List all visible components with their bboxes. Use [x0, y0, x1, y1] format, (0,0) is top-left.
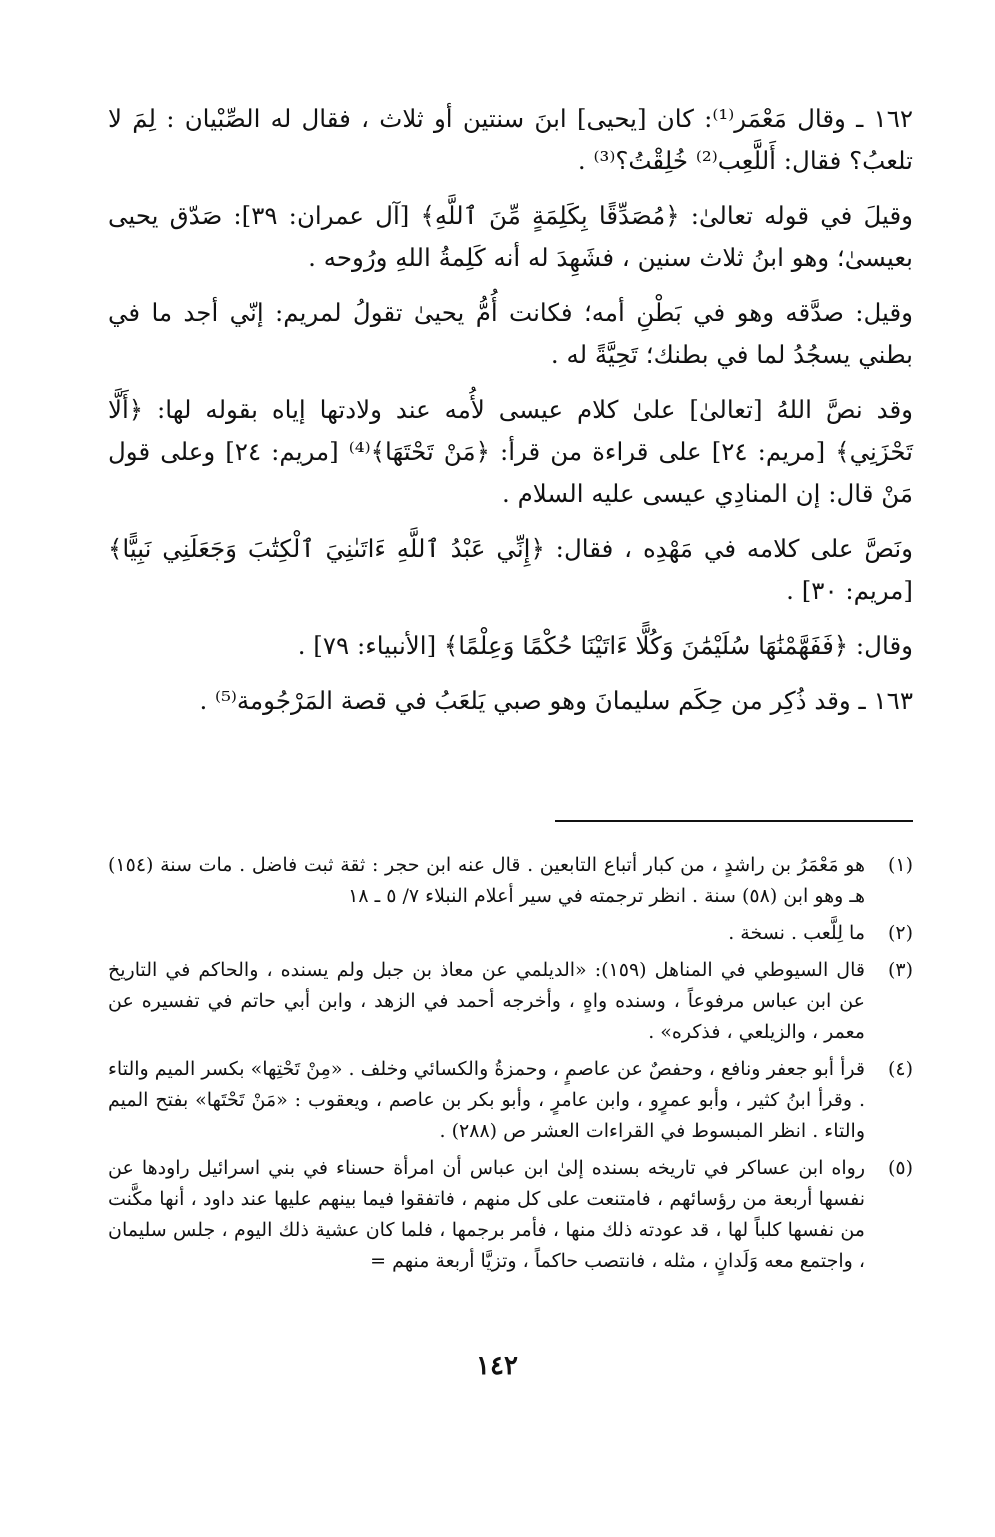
footnote-text: قرأ أبو جعفر ونافع ، وحفصٌ عن عاصمٍ ، وحمزةُ والكسائي وخلف . «مِنْ تَحْتِها» بكسر الميم والتاء . وقرأ ابنُ كثير ، وأبو عمرٍو ، وابن عامرٍ ، وأبو بكر بن عاصم ، ويعقوب : «مَنْ تَحْتَها» بفتح الميم والتاء . انظر المبسوط في القراءات العشر ص (٢٨٨) .	[108, 1058, 865, 1142]
footnote-text: ما لِلَّعب . نسخة .	[728, 922, 865, 944]
footnote-number: (٣)	[887, 959, 913, 981]
paragraph-maryam-30: ونَصَّ على كلامه في مَهْدِه ، فقال: ﴿إِنِّي عَبْدُ ٱللَّهِ ءَاتَىٰنِيَ ٱلْكِتَٰبَ وَجَعَلَنِي نَبِيًّا﴾ [مريم: ٣٠] .	[108, 534, 913, 605]
footnote-4	[108, 1054, 913, 1147]
paragraph-anbiya-79: وقال: ﴿فَفَهَّمْنَٰهَا سُلَيْمَٰنَ وَكُلًّا ءَاتَيْنَا حُكْمًا وَعِلْمًا﴾ [الأنبياء: ٧٩] .	[297, 631, 913, 660]
footnote-1	[108, 850, 913, 912]
footnote-2	[108, 918, 913, 949]
footnote-number: (٤)	[887, 1058, 913, 1080]
page-number: ١٤٢	[476, 1351, 518, 1381]
paragraph-maryam-24: وقد نصَّ اللهُ [تعالىٰ] علىٰ كلام عيسى لأُمه عند ولادتها إياه بقوله لها: ﴿أَلَّا تَحْزَنِي﴾ [مريم: ٢٤] على قراءة من قرأ: ﴿مَنْ تَحْتَهَا﴾⁽⁴⁾ [مريم: ٢٤] وعلى قول مَنْ قال: إن المنادِي عيسى عليه السلام .	[108, 395, 913, 508]
footnote-number: (١)	[887, 854, 913, 876]
paragraph-162: ١٦٢ ـ وقال مَعْمَر⁽¹⁾: كان [يحيى] ابنَ سنتين أو ثلاث ، فقال له الصِّبْيان : لِمَ لا تلعبُ؟ فقال: أَللَّعِب⁽²⁾ خُلِقْتُ؟⁽³⁾ .	[108, 104, 914, 175]
paragraph-mother-of-yahya: وقيل: صدَّقه وهو في بَطْنِ أمه؛ فكانت أُمُّ يحيىٰ تقولُ لمريم: إنّي أجد ما في بطني يسجُدُ لما في بطنك؛ تَحِيَّةً له .	[108, 298, 913, 369]
footnote-number: (٥)	[887, 1157, 913, 1179]
footnote-text: قال السيوطي في المناهل (١٥٩): «الديلمي عن معاذ بن جبل ولم يسنده ، والحاكم في التاريخ عن ابن عباس مرفوعاً ، وسنده واهٍ ، وأخرجه أحمد في الزهد ، وابن أبي حاتم في تفسيره عن معمر ، والزيلعي ، فذكره» .	[108, 959, 865, 1043]
footnote-3	[108, 955, 913, 1048]
footnote-number: (٢)	[887, 922, 913, 944]
footnote-5	[108, 1153, 913, 1277]
main-text	[108, 98, 913, 735]
footnote-text: هو مَعْمَرُ بن راشدٍ ، من كبار أتباع التابعين . قال عنه ابن حجر : ثقة ثبت فاضل . مات سنة (١٥٤) هـ وهو ابن (٥٨) سنة . انظر ترجمته في سير أعلام النبلاء ٧/ ٥ ـ ١٨	[108, 854, 865, 907]
footnotes	[108, 850, 913, 1283]
footnote-text: رواه ابن عساكر في تاريخه بسنده إلىٰ ابن عباس أن امرأة حسناء في بني اسرائيل راودها عن نفسها أربعة من رؤسائهم ، فامتنعت على كل منهم ، فاتفقوا فيما بينهم عليها عند داود ، أنها مكَّنت من نفسها كلباً لها ، قد عودته ذلك منها ، فأمر برجمها ، فلما كان عشية ذلك اليوم ، جلس سليمان ، واجتمع معه وَلَدانٍ ، مثله ، فانتصب حاكماً ، وتزيَّا أربعة منهم =	[108, 1157, 865, 1272]
paragraph-163: ١٦٣ ـ وقد ذُكِر من حِكَم سليمانَ وهو صبي يَلعَبُ في قصة المَرْجُومة⁽⁵⁾ .	[199, 686, 913, 715]
paragraph-quran-al-imran: وقيلَ في قوله تعالىٰ: ﴿مُصَدِّقًا بِكَلِمَةٍ مِّنَ ٱللَّهِ﴾ [آل عمران: ٣٩]: صَدّق يحيى بعيسىٰ؛ وهو ابنُ ثلاث سنين ، فشَهِدَ له أنه كَلِمةُ اللهِ ورُوحه .	[108, 201, 913, 272]
footnote-separator	[555, 820, 913, 822]
